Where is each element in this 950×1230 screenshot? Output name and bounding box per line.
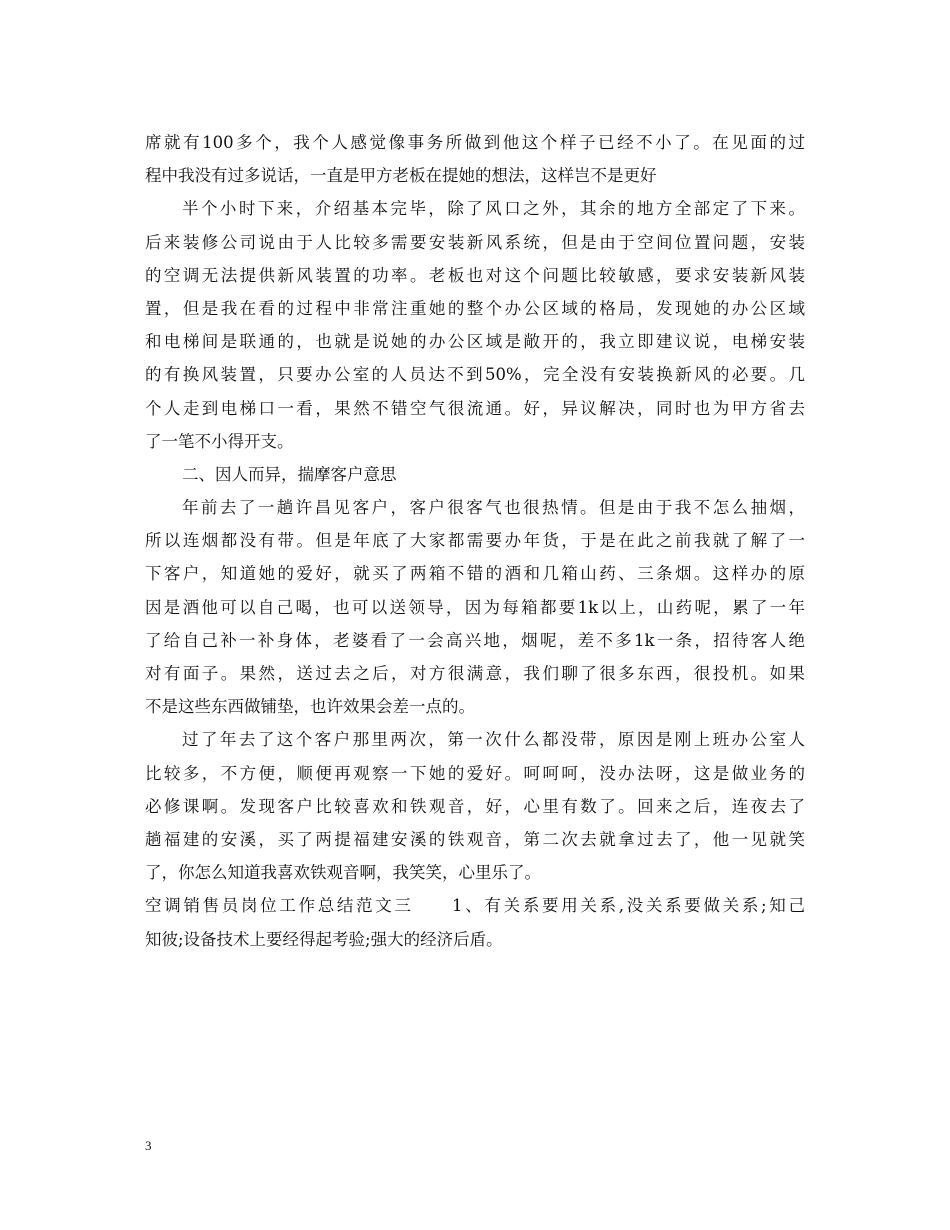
- text-line: 的空调无法提供新风装置的功率。老板也对这个问题比较敏感，要求安装新风装: [145, 265, 805, 285]
- document-body: [145, 126, 805, 956]
- text-line: 因是酒他可以自己喝，也可以送领导，因为每箱都要1k以上，山药呢，累了一年: [145, 597, 805, 617]
- section-heading: 二、因人而异，揣摩客户意思: [182, 464, 397, 484]
- page-number: 3: [145, 1138, 152, 1153]
- text-line: 空调销售员岗位工作总结范文三 1、有关系要用关系,没关系要做关系;知己: [145, 896, 805, 916]
- text-line: 了给自己补一补身体，老婆看了一会高兴地，烟呢，差不多1k一条，招待客人绝: [145, 630, 805, 650]
- text-line: 不是这些东西做铺垫，也许效果会差一点的。: [145, 697, 475, 717]
- text-line: 下客户，知道她的爱好，就买了两箱不错的酒和几箱山药、三条烟。这样办的原: [145, 564, 805, 584]
- text-line: 后来装修公司说由于人比较多需要安装新风系统，但是由于空间位置问题，安装: [145, 232, 805, 252]
- paragraph-start-line: 年前去了一趟许昌见客户，客户很客气也很热情。但是由于我不怎么抽烟，: [182, 498, 805, 518]
- text-line: 的有换风装置，只要办公室的人员达不到50%，完全没有安装换新风的必要。几: [145, 365, 805, 385]
- text-line: 知彼;设备技术上要经得起考验;强大的经济后盾。: [145, 929, 503, 949]
- text-line: 趟福建的安溪，买了两提福建安溪的铁观音，第二次去就拿过去了，他一见就笑: [145, 829, 805, 849]
- text-line: 了，你怎么知道我喜欢铁观音啊，我笑笑，心里乐了。: [145, 863, 541, 883]
- text-line: 席就有100多个，我个人感觉像事务所做到他这个样子已经不小了。在见面的过: [145, 133, 805, 152]
- text-line: 和电梯间是联通的，也就是说她的办公区域是敞开的，我立即建议说，电梯安装: [145, 332, 805, 352]
- text-line: 程中我没有过多说话，一直是甲方老板在提她的想法，这样岂不是更好: [145, 166, 657, 186]
- text-line: 所以连烟都没有带。但是年底了大家都需要办年货，于是在此之前我就了解了一: [145, 531, 805, 551]
- paragraph-start-line: 过了年去了这个客户那里两次，第一次什么都没带，原因是刚上班办公室人: [182, 730, 805, 750]
- text-line: 个人走到电梯口一看，果然不错空气很流通。好，异议解决，同时也为甲方省去: [145, 398, 805, 418]
- text-line: 对有面子。果然，送过去之后，对方很满意，我们聊了很多东西，很投机。如果: [145, 664, 805, 683]
- text-line: 比较多，不方便，顺便再观察一下她的爱好。呵呵呵，没办法呀，这是做业务的: [145, 763, 805, 783]
- text-line: 必修课啊。发现客户比较喜欢和铁观音，好，心里有数了。回来之后，连夜去了: [145, 796, 805, 816]
- text-line: 置，但是我在看的过程中非常注重她的整个办公区域的格局，发现她的办公区域: [145, 298, 805, 318]
- paragraph-start-line: 半个小时下来，介绍基本完毕，除了风口之外，其余的地方全部定了下来。: [182, 199, 805, 219]
- text-line: 了一笔不小得开支。: [145, 431, 294, 451]
